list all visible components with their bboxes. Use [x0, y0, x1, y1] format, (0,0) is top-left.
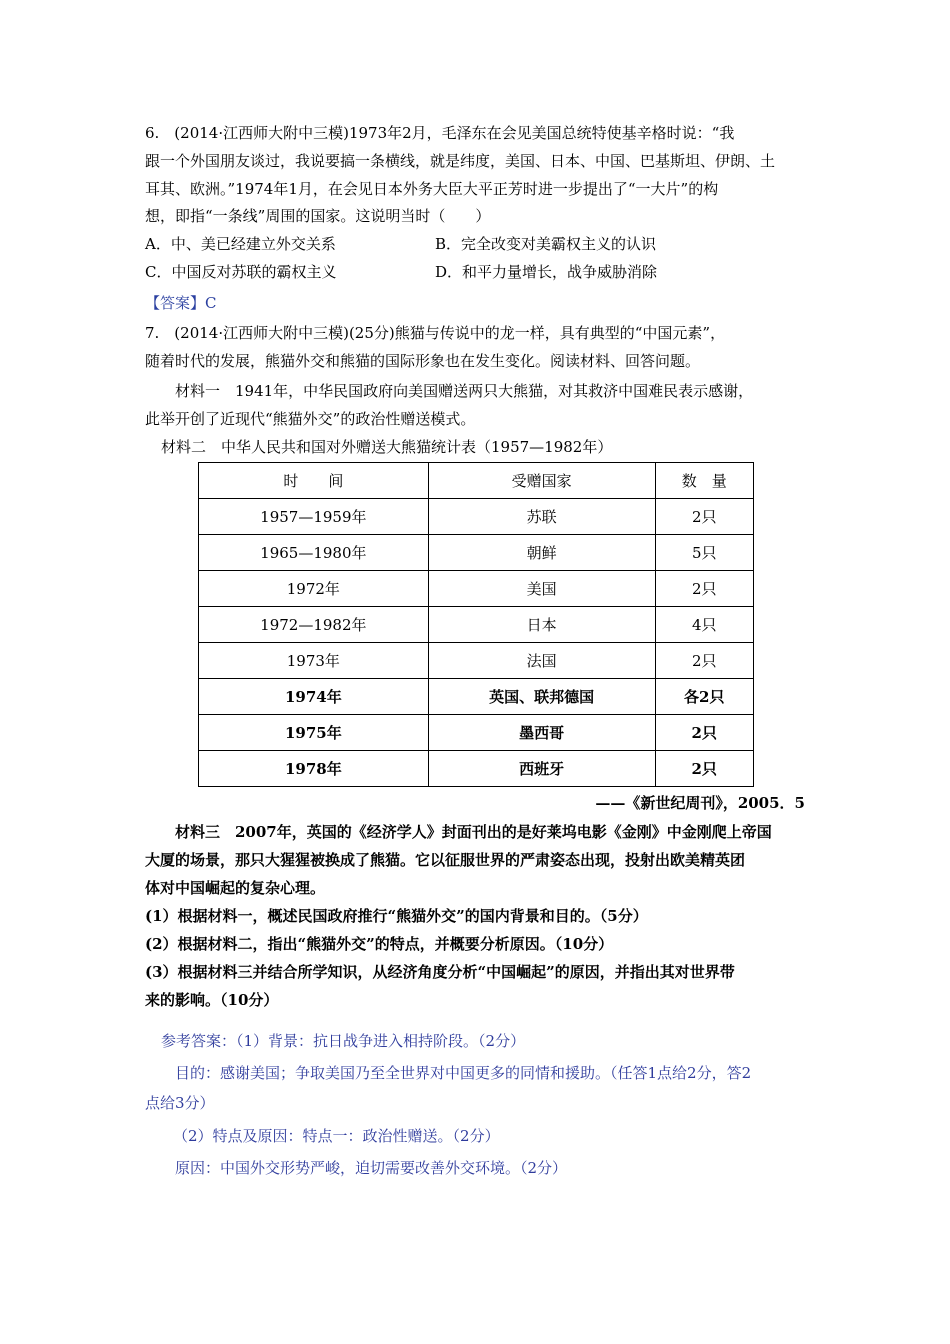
table-cell: 1978年: [199, 751, 429, 787]
table-cell: 法国: [428, 643, 655, 679]
table-cell: 1965—1980年: [199, 535, 429, 571]
material1-line-1: 材料一 1941年，中华民国政府向美国赠送两只大熊猫，对其救济中国难民表示感谢，: [175, 382, 754, 400]
q6-option-a: A．中、美已经建立外交关系: [145, 235, 336, 253]
material2-title: 材料二 中华人民共和国对外赠送大熊猫统计表（1957—1982年）: [161, 438, 613, 456]
answer-label: 【答案】: [145, 294, 206, 312]
material3-line-3: 体对中国崛起的复杂心理。: [145, 879, 326, 897]
question-3-line-1: (3）根据材料三并结合所学知识，从经济角度分析“中国崛起”的原因，并指出其对世界带: [145, 963, 735, 981]
table-cell: 5只: [655, 535, 753, 571]
q6-line-1: 6. (2014·江西师大附中三模)1973年2月，毛泽东在会见美国总统特使基辛格时说：“我: [145, 124, 735, 142]
answer-value: C: [205, 294, 217, 312]
table-cell: 2只: [655, 499, 753, 535]
table-row: [199, 643, 754, 679]
table-cell: 1972年: [199, 571, 429, 607]
table-cell: 苏联: [428, 499, 655, 535]
table-row: [199, 535, 754, 571]
material1-line-2: 此举开创了近现代“熊猫外交”的政治性赠送模式。: [145, 410, 476, 428]
table-cell: 2只: [655, 751, 753, 787]
table-cell: 2只: [655, 715, 753, 751]
table-cell: 西班牙: [428, 751, 655, 787]
reference-answer-1: 参考答案：（1）背景：抗日战争进入相持阶段。（2分）: [161, 1032, 526, 1050]
table-cell: 日本: [428, 607, 655, 643]
reference-answer-2: 目的：感谢美国；争取美国乃至全世界对中国更多的同情和援助。（任答1点给2分，答2: [175, 1064, 752, 1082]
table-cell: 1975年: [199, 715, 429, 751]
table-cell: 1974年: [199, 679, 429, 715]
table-row: [199, 571, 754, 607]
panda-gift-table: [198, 462, 754, 787]
table-cell: 各2只: [655, 679, 753, 715]
table-row: [199, 607, 754, 643]
table-row: [199, 679, 754, 715]
material3-line-2: 大厦的场景，那只大猩猩被换成了熊猫。它以征服世界的严肃姿态出现，投射出欧美精英团: [145, 851, 746, 869]
table-cell: 2只: [655, 571, 753, 607]
table-cell: 1957—1959年: [199, 499, 429, 535]
material3-line-1: 材料三 2007年，英国的《经济学人》封面刊出的是好莱坞电影《金刚》中金刚爬上帝国: [175, 823, 772, 841]
table-header-country: 受赠国家: [428, 463, 655, 499]
q6-answer: [145, 293, 217, 313]
question-3-line-2: 来的影响。（10分）: [145, 991, 279, 1009]
table-cell: 4只: [655, 607, 753, 643]
table-header-row: [199, 463, 754, 499]
table-header-time: 时 间: [199, 463, 429, 499]
table-header-count: 数 量: [655, 463, 753, 499]
q6-line-3: 耳其、欧洲。”1974年1月，在会见日本外务大臣大平正芳时进一步提出了“一大片”的构: [145, 180, 719, 198]
table-source: ——《新世纪周刊》，2005．5: [595, 794, 805, 812]
table-cell: 朝鲜: [428, 535, 655, 571]
table-cell: 1972—1982年: [199, 607, 429, 643]
reference-answer-4: （2）特点及原因：特点一：政治性赠送。（2分）: [173, 1127, 500, 1145]
table-row: [199, 751, 754, 787]
q7-line-2: 随着时代的发展，熊猫外交和熊猫的国际形象也在发生变化。阅读材料、回答问题。: [145, 352, 701, 370]
question-2: (2）根据材料二，指出“熊猫外交”的特点，并概要分析原因。（10分）: [145, 935, 614, 953]
question-1: (1）根据材料一，概述民国政府推行“熊猫外交”的国内背景和目的。（5分）: [145, 907, 648, 925]
reference-answer-5: 原因：中国外交形势严峻，迫切需要改善外交环境。（2分）: [175, 1159, 568, 1177]
table-row: [199, 499, 754, 535]
table-cell: 墨西哥: [428, 715, 655, 751]
q6-line-2: 跟一个外国朋友谈过，我说要搞一条横线，就是纬度，美国、日本、中国、巴基斯坦、伊朗、土: [145, 152, 776, 170]
table-cell: 美国: [428, 571, 655, 607]
table-cell: 2只: [655, 643, 753, 679]
table-row: [199, 715, 754, 751]
q6-line-4: 想，即指“一条线”周围的国家。这说明当时（ ）: [145, 207, 491, 225]
table-cell: 1973年: [199, 643, 429, 679]
q6-option-b: B．完全改变对美霸权主义的认识: [435, 235, 657, 253]
table-cell: 英国、联邦德国: [428, 679, 655, 715]
q6-option-c: C．中国反对苏联的霸权主义: [145, 263, 337, 281]
q6-option-d: D．和平力量增长，战争威胁消除: [435, 263, 658, 281]
q7-line-1: 7. (2014·江西师大附中三模)(25分)熊猫与传说中的龙一样，具有典型的“中国元素”，: [145, 324, 726, 342]
reference-answer-3: 点给3分）: [145, 1094, 215, 1112]
